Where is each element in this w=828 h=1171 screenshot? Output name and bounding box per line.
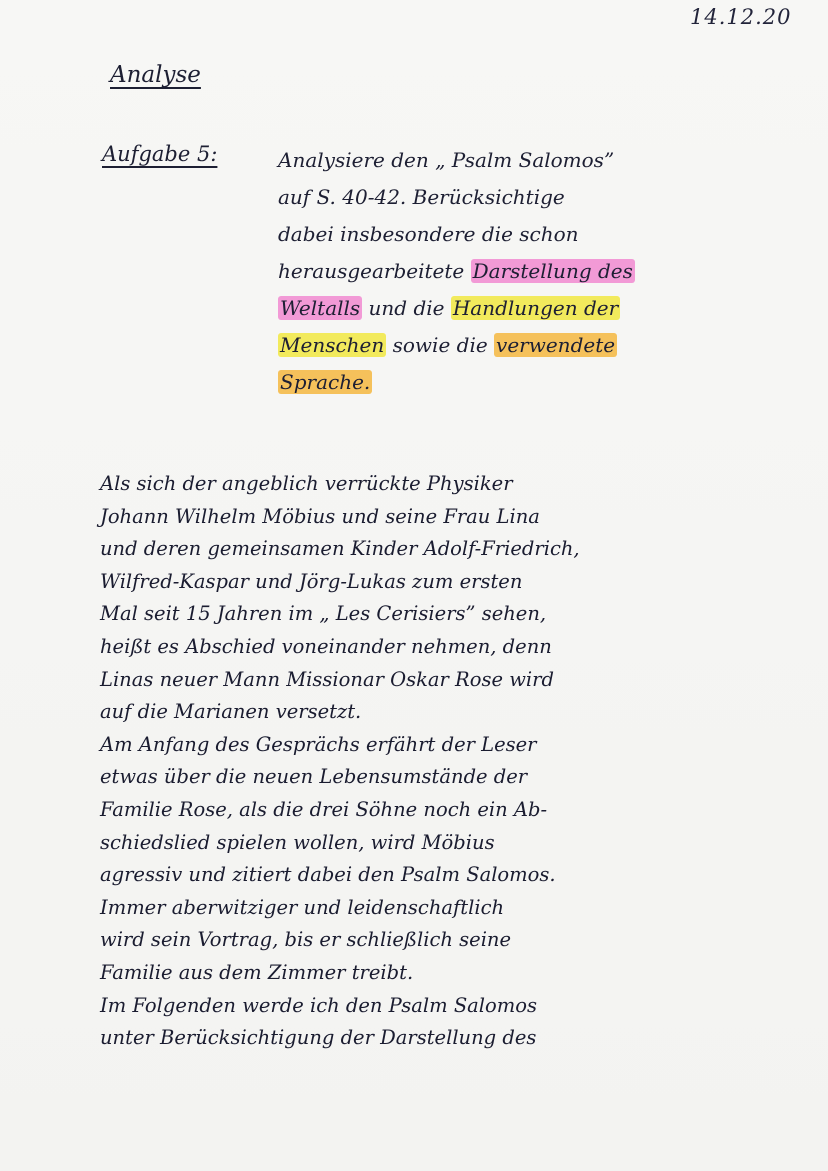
task-line: [278, 327, 738, 364]
page-heading: Analyse: [110, 62, 201, 88]
highlight-verwendete: verwendete: [496, 333, 616, 357]
text-line: Wilfred-Kaspar und Jörg-Lukas zum ersten: [100, 569, 523, 593]
text-line: unter Berücksichtigung der Darstellung des: [100, 1026, 537, 1050]
text-line: Mal seit 15 Jahren im „ Les Cerisiers” sehen,: [100, 602, 547, 626]
task-line: [278, 253, 738, 290]
task-line: [278, 290, 738, 327]
task-label: Aufgabe 5:: [102, 142, 218, 166]
text-line: Johann Wilhelm Möbius und seine Frau Lina: [100, 504, 540, 528]
task-text-plain: und die: [362, 296, 451, 320]
highlight-menschen: Menschen: [280, 333, 385, 357]
highlight-darstellung: Darstellung des: [472, 259, 633, 283]
text-line: Am Anfang des Gesprächs erfährt der Leser: [100, 732, 537, 756]
highlight-sprache: Sprache.: [280, 370, 371, 394]
task-line: auf S. 40-42. Berücksichtige: [278, 185, 565, 209]
text-line: Familie aus dem Zimmer treibt.: [100, 960, 414, 984]
text-line: auf die Marianen versetzt.: [100, 700, 362, 724]
text-line: Linas neuer Mann Missionar Oskar Rose wird: [100, 667, 554, 691]
highlight-weltall: Weltalls: [280, 296, 361, 320]
task-line: Analysiere den „ Psalm Salomos”: [278, 148, 615, 172]
text-line: schiedslied spielen wollen, wird Möbius: [100, 830, 495, 854]
task-text-plain: herausgearbeitete: [278, 259, 471, 283]
text-line: Immer aberwitziger und leidenschaftlich: [100, 895, 505, 919]
text-line: und deren gemeinsamen Kinder Adolf-Friedrich,: [100, 537, 580, 561]
task-line: dabei insbesondere die schon: [278, 222, 579, 246]
date: 14.12.20: [690, 5, 792, 29]
highlight-handlungen: Handlungen der: [452, 296, 619, 320]
text-line: wird sein Vortrag, bis er schließlich seine: [100, 928, 512, 952]
task-line: [278, 364, 738, 401]
text-line: agressiv und zitiert dabei den Psalm Salomos.: [100, 863, 556, 887]
text-line: Im Folgenden werde ich den Psalm Salomos: [100, 993, 538, 1017]
task-text: [278, 142, 738, 401]
analysis-text: [100, 468, 720, 1055]
text-line: heißt es Abschied voneinander nehmen, denn: [100, 634, 552, 658]
text-line: Als sich der angeblich verrückte Physiker: [100, 472, 513, 495]
text-line: Familie Rose, als die drei Söhne noch ein Ab-: [100, 797, 548, 821]
text-line: etwas über die neuen Lebensumstände der: [100, 765, 528, 789]
task-text-plain: sowie die: [386, 333, 495, 357]
